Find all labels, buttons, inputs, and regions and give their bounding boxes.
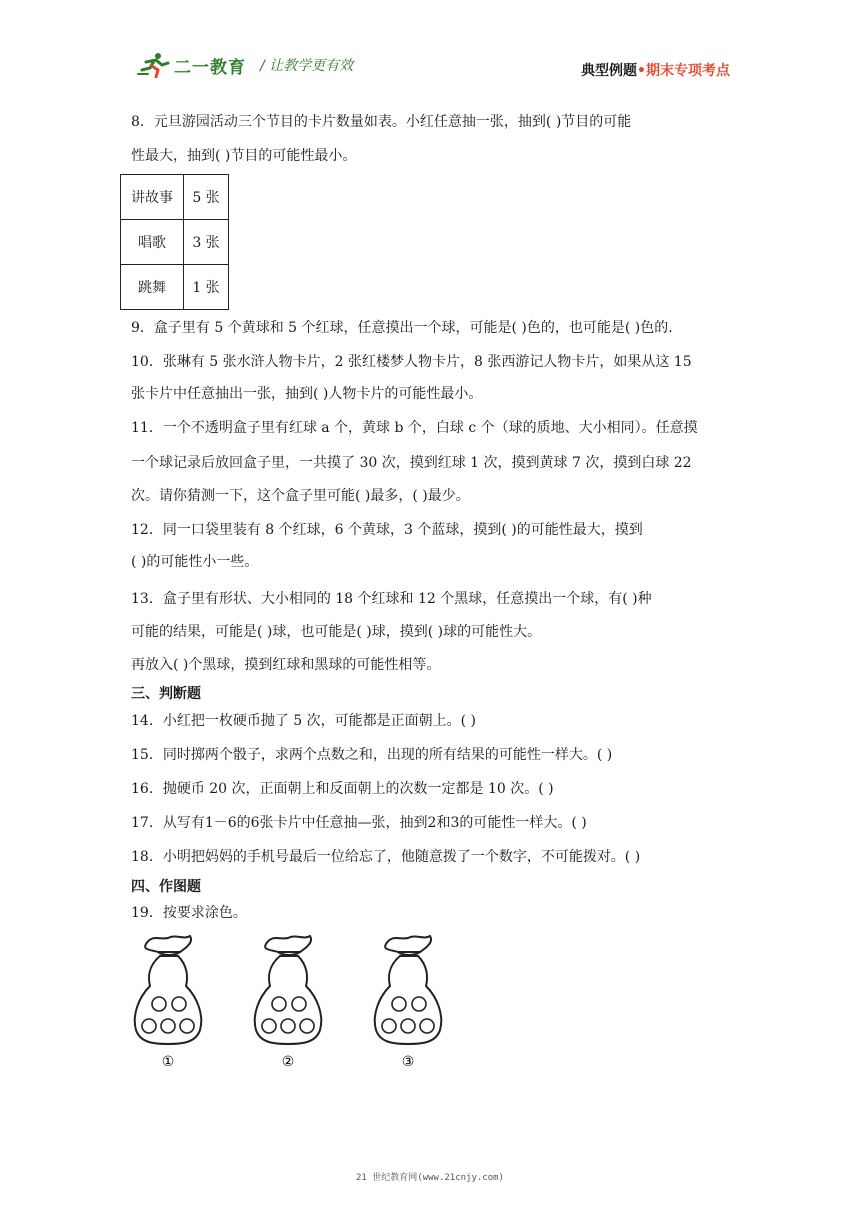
card-count-table (120, 174, 229, 310)
q9-line: 9．盒子里有 5 个黄球和 5 个红球，任意摸出一个球，可能是( )色的，也可能是( )色的. (131, 320, 673, 336)
section-title-drawing: 四、作图题 (131, 879, 201, 895)
q19-line: 19．按要求涂色。 (131, 905, 247, 921)
header-tag-main: 典型例题 (581, 63, 638, 79)
table-cell-count: 3 张 (184, 220, 229, 265)
q18-line: 18．小明把妈妈的手机号最后一位给忘了，他随意拨了一个数字，不可能拨对。( ) (131, 849, 641, 865)
bag-label-3: ③ (401, 1054, 415, 1070)
q12-line-1: 12．同一口袋里装有 8 个红球，6 个黄球，3 个蓝球，摸到( )的可能性最大，摸到 (131, 522, 643, 538)
bag-3-icon (375, 936, 441, 1044)
q8-line-2: 性最大，抽到( )节目的可能性最小。 (131, 148, 357, 164)
q11-line-3: 次。请你猜测一下，这个盒子里可能( )最多，( )最少。 (131, 488, 470, 504)
q10-line-1: 10．张琳有 5 张水浒人物卡片，2 张红楼梦人物卡片，8 张西游记人物卡片，如果从这 15 (131, 354, 692, 370)
page-footer: 21 世纪教育网(www.21cnjy.com) (356, 1173, 504, 1183)
bag-label-2: ② (281, 1054, 295, 1070)
q8-line-1: 8．元旦游园活动三个节目的卡片数量如表。小红任意抽一张，抽到( )节目的可能 (131, 114, 632, 130)
table-cell-name: 跳舞 (121, 265, 184, 310)
table-cell-count: 5 张 (184, 175, 229, 220)
q17-line: 17．从写有1－6的6张卡片中任意抽—张，抽到2和3的可能性一样大。( ) (131, 815, 587, 831)
q13-line-2: 可能的结果，可能是( )球，也可能是( )球，摸到( )球的可能性大。 (131, 624, 542, 640)
q16-line: 16．抛硬币 20 次，正面朝上和反面朝上的次数一定都是 10 次。( ) (131, 781, 554, 797)
table-row (121, 220, 229, 265)
q13-line-1: 13．盒子里有形状、大小相同的 18 个红球和 12 个黑球，任意摸出一个球，有( )种 (131, 591, 652, 607)
runner-logo-icon (136, 52, 170, 78)
q15-line: 15．同时掷两个骰子，求两个点数之和，出现的所有结果的可能性一样大。( ) (131, 747, 613, 763)
table-cell-name: 讲故事 (121, 175, 184, 220)
logo-text: 二一教育 (174, 57, 246, 78)
q13-line-3: 再放入( )个黑球，摸到红球和黑球的可能性相等。 (131, 657, 441, 673)
q10-line-2: 张卡片中任意抽出一张，抽到( )人物卡片的可能性最小。 (131, 386, 483, 402)
table-cell-name: 唱歌 (121, 220, 184, 265)
q11-line-2: 一个球记录后放回盒子里，一共摸了 30 次，摸到红球 1 次，摸到黄球 7 次，摸到白球 22 (131, 455, 692, 471)
bag-1-icon (135, 936, 201, 1044)
header-tag-accent: •期末专项考点 (637, 63, 730, 79)
header-tag (581, 60, 730, 80)
bag-2-icon (255, 936, 321, 1044)
slogan: / 让教学更有效 (260, 58, 354, 74)
brand-logo (136, 52, 353, 78)
q11-line-1: 11．一个不透明盒子里有红球 a 个，黄球 b 个，白球 c 个（球的质地、大小相同）。任意摸 (131, 420, 698, 436)
table-cell-count: 1 张 (184, 265, 229, 310)
bags-figure (128, 932, 468, 1072)
section-title-judge: 三、判断题 (131, 686, 201, 702)
bag-label-1: ① (161, 1054, 175, 1070)
q12-line-2: ( )的可能性小一些。 (131, 554, 259, 570)
q14-line: 14．小红把一枚硬币抛了 5 次，可能都是正面朝上。( ) (131, 713, 476, 729)
table-row (121, 265, 229, 310)
table-row (121, 175, 229, 220)
